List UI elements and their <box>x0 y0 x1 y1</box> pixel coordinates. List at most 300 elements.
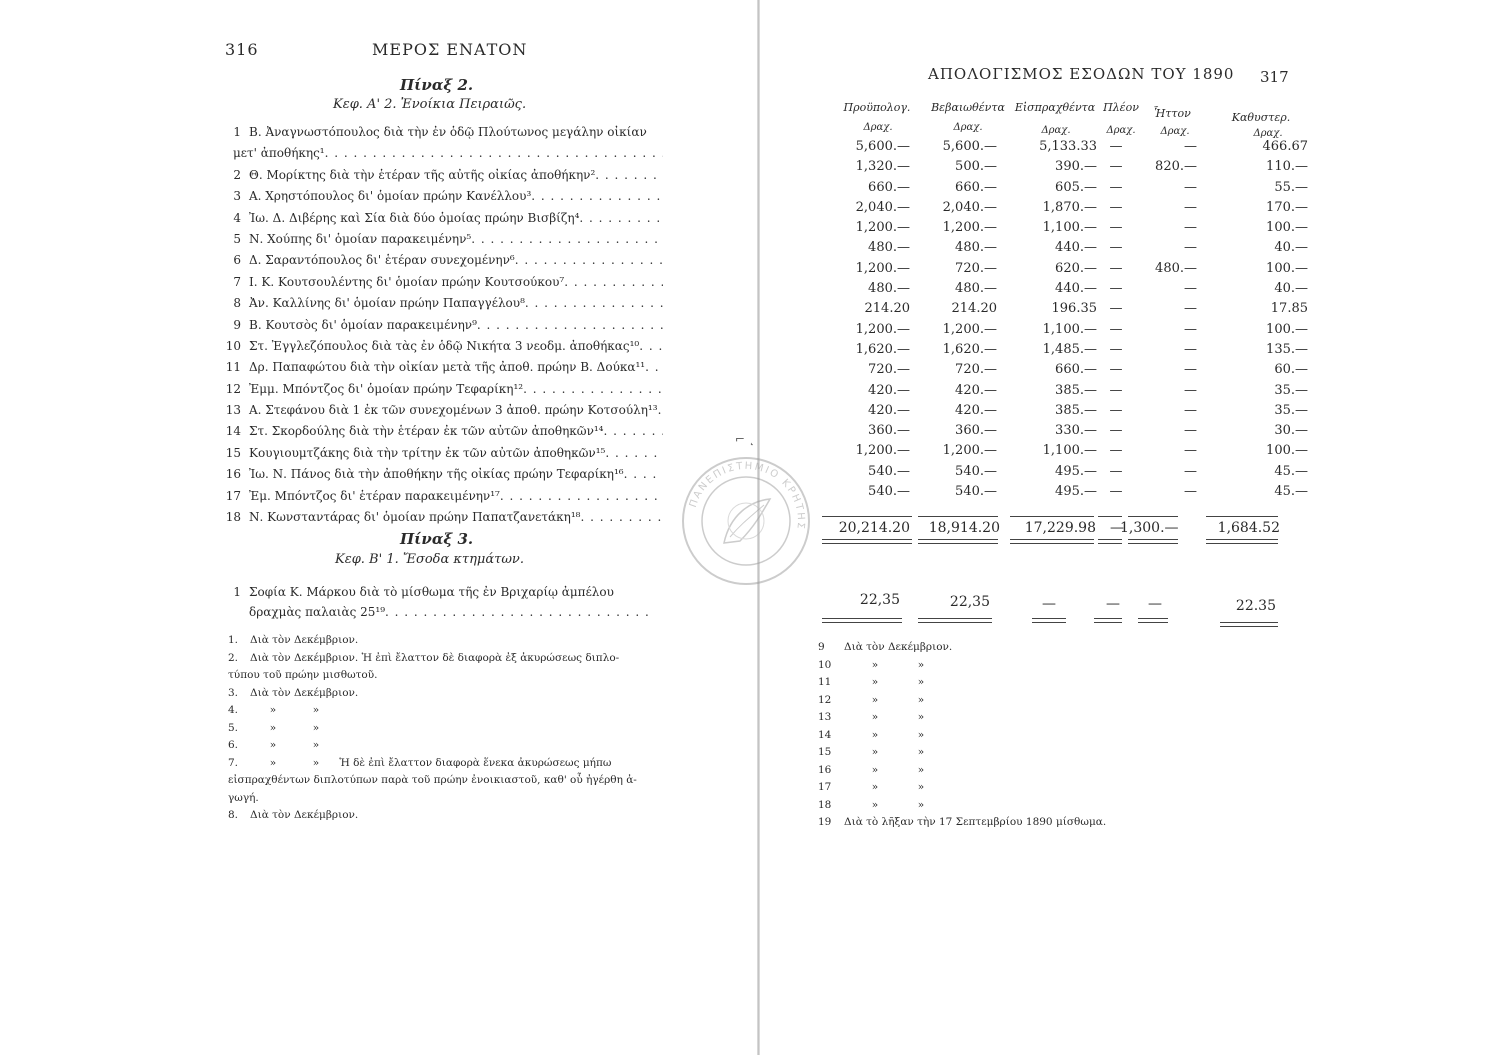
entry-text: Α. Χρηστόπουλος δι' ὁμοίαν πρώην Κανέλλου³ <box>249 189 532 204</box>
cell-less: 480.— <box>1155 260 1197 276</box>
entry-text: Ἐμ. Μπόντζος δι' ἑτέραν παρακειμένην¹⁷ <box>249 488 500 503</box>
cell-budget: 360.— <box>868 423 910 439</box>
cell-more: — <box>1109 139 1123 154</box>
total-arrears: 1,684.52 <box>1217 520 1280 536</box>
cell-more: — <box>1109 463 1123 479</box>
cell-collected: 1,100.— <box>1042 321 1097 337</box>
entry-text: Ἐμμ. Μπόντζος δι' ὁμοίαν πρώην Τεφαρίκη¹² <box>249 381 524 396</box>
cell-budget: 1,200.— <box>855 260 910 276</box>
total-budget: 20,214.20 <box>838 520 910 536</box>
leader-dots <box>523 379 663 400</box>
entry-number: 3 <box>233 189 241 204</box>
stamp-text: ΠΑΝΕΠΙΣΤΗΜΙΟ ΚΡΗΤΗΣ <box>687 460 807 532</box>
leader-dots <box>658 400 663 421</box>
list-item <box>225 379 663 400</box>
leader-dots <box>531 186 663 207</box>
table-2-chapter: Κεφ. Α' 2. Ἐνοίκια Πειραιῶς. <box>333 97 527 112</box>
cell-collected: 660.— <box>1055 362 1097 378</box>
cell-more: — <box>1109 240 1123 256</box>
cell-confirmed: 660.— <box>955 179 997 195</box>
leader-dots <box>604 421 664 442</box>
footnote <box>228 720 658 738</box>
cell-arrears: 45.— <box>1274 463 1308 479</box>
double-rule <box>1206 539 1278 544</box>
double-rule <box>822 539 912 544</box>
footnote <box>818 727 1106 745</box>
footnote-number: 7. <box>228 756 239 769</box>
unit-label: Δραχ. <box>1106 125 1136 136</box>
entry-number: 1 <box>233 125 241 139</box>
cell-less: — <box>1184 281 1197 297</box>
table3-budget: 22,35 <box>859 592 900 608</box>
cell-less: — <box>1184 139 1197 154</box>
double-rule <box>1032 618 1066 623</box>
entry-number: 12 <box>225 381 241 396</box>
entry-text: Ἰω. Δ. Διβέρης καὶ Σία διὰ δύο ὁμοίας πρώην Βισβίζη⁴ <box>249 210 580 225</box>
right-running-head: ΑΠΟΛΟΓΙΣΜΟΣ ΕΣΟΔΩΝ ΤΟΥ 1890 <box>928 65 1235 83</box>
total-less: 1,300.— <box>1120 520 1179 536</box>
cell-confirmed: 1,200.— <box>942 321 997 337</box>
cell-confirmed: 1,620.— <box>942 341 997 357</box>
unit-label: Δραχ. <box>1253 128 1283 139</box>
cell-collected: 440.— <box>1055 281 1097 297</box>
cell-collected: 495.— <box>1055 484 1097 500</box>
sum-rule <box>1010 516 1094 517</box>
cell-more: — <box>1109 362 1123 378</box>
entry-text: Β. Κουτσὸς δι' ὁμοίαν παρακειμένην⁹ <box>249 317 477 332</box>
leader-dots <box>500 486 663 507</box>
list-item <box>225 315 663 336</box>
footnote-number: 4. <box>228 704 239 716</box>
cell-collected: 390.— <box>1055 159 1097 175</box>
cell-confirmed: 2,040.— <box>942 199 997 215</box>
entry-number: 18 <box>225 510 241 525</box>
cell-budget: 480.— <box>868 281 910 297</box>
leader-dots <box>624 464 663 485</box>
unit-label: Δραχ. <box>1041 125 1071 136</box>
cell-collected: 385.— <box>1055 402 1097 418</box>
table3-collected: — <box>1042 596 1056 612</box>
entry-text: Δ. Σαραντόπουλος δι' ἑτέραν συνεχομένην⁶ <box>249 253 515 268</box>
left-running-head: ΜΕΡΟΣ ΕΝΑΤΟΝ <box>372 40 528 59</box>
list-item <box>225 507 663 528</box>
cell-budget: 1,320.— <box>855 159 910 175</box>
cell-arrears: 60.— <box>1274 362 1308 378</box>
entry-text-continuation: μετ' ἀποθήκης¹ <box>233 146 325 161</box>
cell-less: — <box>1184 321 1197 337</box>
cell-arrears: 35.— <box>1274 402 1308 418</box>
entry-number: 14 <box>225 424 241 439</box>
cell-less: — <box>1184 240 1197 256</box>
leader-dots <box>325 143 663 164</box>
ditto-mark: » <box>917 746 925 758</box>
footnote-text: γωγή. <box>228 791 259 804</box>
cell-more: — <box>1109 199 1123 215</box>
cell-more: — <box>1109 220 1123 236</box>
list-item <box>225 272 663 293</box>
entry-number: 9 <box>233 317 241 332</box>
entry-text: Σοφία Κ. Μάρκου διὰ τὸ μίσθωμα τῆς ἐν Βριχαρίῳ ἀμπέλου <box>249 585 614 599</box>
unit-label: Δραχ. <box>863 122 893 133</box>
double-rule <box>918 539 998 544</box>
cell-less: — <box>1184 220 1197 236</box>
list-item <box>225 357 663 378</box>
footnote <box>818 744 1106 762</box>
leader-dots <box>477 315 663 336</box>
cell-more: — <box>1109 321 1123 337</box>
footnote <box>228 685 658 703</box>
cell-confirmed: 360.— <box>955 423 997 439</box>
table3-less: — <box>1148 596 1162 612</box>
cell-less: — <box>1184 199 1197 215</box>
entry-text: Β. Ἀναγνωστόπουλος διὰ τὴν ἐν ὁδῷ Πλούτωνος μεγάλην οἰκίαν <box>249 125 647 139</box>
table-3-entry <box>225 582 655 622</box>
footnote <box>818 797 1106 815</box>
entry-text: Ν. Χούπης δι' ὁμοίαν παρακειμένην⁵ <box>249 231 472 246</box>
double-rule <box>822 618 902 623</box>
entry-number: 7 <box>233 274 241 289</box>
footnote <box>818 762 1106 780</box>
ditto-mark: » <box>312 721 320 734</box>
entry-text: Ἀν. Καλλίνης δι' ὁμοίαν πρώην Παπαγγέλου⁸ <box>249 296 525 311</box>
entry-text: Ἰω. Ν. Πάνος διὰ τὴν ἀποθήκην τῆς οἰκίας πρώην Τεφαρίκη¹⁶ <box>249 467 624 482</box>
footnote <box>228 650 658 668</box>
scan-artifact: ⌐ ˛ <box>735 432 755 446</box>
cell-arrears: 55.— <box>1274 179 1308 195</box>
cell-collected: 1,485.— <box>1042 341 1097 357</box>
ditto-mark: » <box>871 763 879 776</box>
cell-confirmed: 540.— <box>955 463 997 479</box>
cell-confirmed: 720.— <box>955 362 997 378</box>
sum-rule <box>822 516 912 517</box>
cell-budget: 1,200.— <box>855 321 910 337</box>
footnote <box>818 779 1106 797</box>
ditto-mark: » <box>917 658 925 671</box>
footnote <box>818 814 1106 832</box>
cell-less: — <box>1184 341 1197 357</box>
cell-confirmed: 540.— <box>955 484 997 500</box>
list-item <box>225 186 663 207</box>
ditto-mark: » <box>312 756 320 769</box>
cell-confirmed: 1,200.— <box>942 443 997 459</box>
footnote-text: Διὰ τὸ λῆξαν τὴν 17 Σεπτεμβρίου 1890 μίσθωμα. <box>844 816 1107 828</box>
footnote <box>818 692 1106 710</box>
ditto-mark: » <box>871 693 879 706</box>
cell-budget: 540.— <box>868 484 910 500</box>
list-item <box>225 486 663 507</box>
sum-rule <box>1206 516 1278 517</box>
cell-budget: 1,200.— <box>855 443 910 459</box>
footnote <box>818 657 1106 675</box>
cell-collected: 1,870.— <box>1042 199 1097 215</box>
cell-more: — <box>1109 382 1123 398</box>
table3-more: — <box>1106 596 1120 612</box>
leader-dots <box>579 208 663 229</box>
list-item <box>225 421 663 442</box>
cell-budget: 420.— <box>868 402 910 418</box>
footnote-continuation <box>228 667 658 685</box>
footnote-number: 13 <box>818 711 832 723</box>
list-item <box>225 464 663 485</box>
footnote-text: Διὰ τὸν Δεκέμβριον. Ἡ ἐπὶ ἔλαττον δὲ διαφορὰ ἐξ ἀκυρώσεως διπλο- <box>250 651 620 664</box>
cell-collected: 1,100.— <box>1042 220 1097 236</box>
ditto-mark: » <box>269 721 277 734</box>
cell-arrears: 100.— <box>1266 321 1308 337</box>
cell-collected: 495.— <box>1055 463 1097 479</box>
cell-more: — <box>1109 281 1123 297</box>
footnote <box>228 702 658 720</box>
ditto-mark: » <box>871 781 879 793</box>
list-item <box>225 400 663 421</box>
ditto-mark: » <box>312 704 320 716</box>
double-rule <box>918 618 992 623</box>
entry-text: Θ. Μορίκτης διὰ τὴν ἑτέραν τῆς αὐτῆς οἰκίας ἀποθήκην² <box>249 167 596 182</box>
entry-number: 16 <box>225 467 241 482</box>
footnote-number: 5. <box>228 721 239 734</box>
table3-arrears: 22.35 <box>1235 598 1276 614</box>
cell-arrears: 100.— <box>1266 220 1308 236</box>
ditto-mark: » <box>871 798 879 811</box>
footnote <box>818 709 1106 727</box>
cell-arrears: 170.— <box>1266 199 1308 215</box>
footnote-number: 16 <box>818 763 832 776</box>
footnote-number: 9 <box>818 641 825 653</box>
entry-number: 1 <box>233 585 241 599</box>
list-item <box>225 122 663 165</box>
leader-dots <box>525 293 663 314</box>
cell-more: — <box>1109 260 1123 276</box>
table-2-title: Πίναξ 2. <box>400 76 474 94</box>
entry-text: Ι. Κ. Κουτσουλέντης δι' ὁμοίαν πρώην Κουτσούκου⁷ <box>249 274 565 289</box>
cell-confirmed: 420.— <box>955 382 997 398</box>
footnote-number: 6. <box>228 739 239 751</box>
table-2-entries <box>225 122 663 528</box>
total-confirmed: 18,914.20 <box>928 520 1000 536</box>
entry-number: 8 <box>233 296 241 311</box>
column-header-more: Πλέον <box>1103 101 1139 114</box>
footnote-text: Διὰ τὸν Δεκέμβριον. <box>250 686 359 699</box>
cell-arrears: 35.— <box>1274 382 1308 398</box>
entry-number: 5 <box>233 231 241 246</box>
list-item <box>225 293 663 314</box>
cell-arrears: 110.— <box>1266 159 1308 175</box>
ditto-mark: » <box>871 676 879 688</box>
cell-budget: 214.20 <box>864 301 910 317</box>
cell-budget: 720.— <box>868 362 910 378</box>
leader-dots <box>645 357 663 378</box>
footnote-number: 19 <box>818 816 832 828</box>
right-footnotes <box>818 639 1106 832</box>
cell-budget: 2,040.— <box>855 199 910 215</box>
unit-label: Δραχ. <box>1160 126 1190 137</box>
ditto-mark: » <box>871 711 879 723</box>
cell-more: — <box>1109 423 1123 439</box>
column-header-confirmed: Βεβαιωθέντα <box>931 101 1005 114</box>
footnote <box>818 639 1106 657</box>
footnote-continuation <box>228 772 658 790</box>
cell-collected: 605.— <box>1055 179 1097 195</box>
cell-less: — <box>1184 484 1197 500</box>
ditto-mark: » <box>269 704 277 716</box>
ditto-mark: » <box>269 739 277 751</box>
cell-collected: 330.— <box>1055 423 1097 439</box>
cell-budget: 480.— <box>868 240 910 256</box>
entry-number: 6 <box>233 253 241 268</box>
cell-arrears: 45.— <box>1274 484 1308 500</box>
footnote-text: τύπου τοῦ πρώην μισθωτοῦ. <box>228 669 378 681</box>
list-item <box>225 336 663 357</box>
list-item <box>225 250 663 271</box>
cell-collected: 1,100.— <box>1042 443 1097 459</box>
footnote-number: 8. <box>228 809 239 821</box>
footnote-continuation <box>228 790 658 808</box>
cell-arrears: 100.— <box>1266 443 1308 459</box>
leader-dots <box>605 443 663 464</box>
cell-arrears: 466.67 <box>1262 139 1308 154</box>
ditto-mark: » <box>871 746 879 758</box>
entry-text: Κουγιουμτζάκης διὰ τὴν τρίτην ἐκ τῶν αὐτῶν ἀποθηκῶν¹⁵ <box>249 445 606 460</box>
ditto-mark: » <box>917 728 925 741</box>
footnote-number: 2. <box>228 651 239 664</box>
cell-arrears: 40.— <box>1274 281 1308 297</box>
cell-more: — <box>1109 179 1123 195</box>
double-rule <box>1128 539 1178 544</box>
leader-dots <box>580 507 663 528</box>
cell-collected: 196.35 <box>1051 301 1097 317</box>
entry-text: Στ. Ἐγγλεζόπουλος διὰ τὰς ἐν ὁδῷ Νικήτα 3 νεοδμ. ἀποθήκας¹⁰ <box>249 338 640 353</box>
entry-number: 10 <box>225 338 241 353</box>
cell-less: — <box>1184 402 1197 418</box>
list-item <box>225 208 663 229</box>
cell-less: — <box>1184 179 1197 195</box>
leader-dots <box>639 336 663 357</box>
cell-budget: 420.— <box>868 382 910 398</box>
left-footnotes <box>228 632 658 825</box>
cell-arrears: 40.— <box>1274 240 1308 256</box>
leader-dots <box>564 272 663 293</box>
entry-number: 2 <box>233 167 241 182</box>
entry-text-continuation: δραχμὰς παλαιὰς 25¹⁹ <box>249 605 386 619</box>
double-rule <box>1010 539 1094 544</box>
column-header-less: Ἧττον <box>1153 107 1191 120</box>
cell-arrears: 100.— <box>1266 260 1308 276</box>
ditto-mark: » <box>269 756 277 769</box>
footnote <box>228 807 658 825</box>
column-header-budget: Προϋπολογ. <box>843 101 911 114</box>
entry-number: 4 <box>233 210 241 225</box>
left-page-number: 316 <box>225 40 259 59</box>
leader-dots <box>515 250 663 271</box>
double-rule <box>1138 618 1168 623</box>
entry-number: 15 <box>225 445 241 460</box>
footnote <box>818 674 1106 692</box>
entry-number: 17 <box>225 488 241 503</box>
cell-more: — <box>1109 301 1123 317</box>
cell-arrears: 17.85 <box>1270 301 1308 317</box>
footnote-number: 1. <box>228 634 239 646</box>
cell-budget: 1,620.— <box>855 341 910 357</box>
cell-confirmed: 214.20 <box>951 301 997 317</box>
footnote-number: 14 <box>818 728 832 741</box>
total-more: — <box>1110 520 1124 536</box>
column-header-arrears: Καθυστερ. <box>1231 111 1291 124</box>
footnote-text: Διὰ τὸν Δεκέμβριον. <box>250 809 359 821</box>
list-item <box>225 229 663 250</box>
cell-budget: 5,600.— <box>855 139 910 154</box>
entry-text: Α. Στεφάνου διὰ 1 ἐκ τῶν συνεχομένων 3 ἀποθ. πρώην Κοτσούλη¹³ <box>249 403 658 418</box>
cell-less: — <box>1184 443 1197 459</box>
cell-confirmed: 500.— <box>955 159 997 175</box>
entry-text: Δρ. Παπαφώτου διὰ τὴν οἰκίαν μετὰ τῆς ἀποθ. πρώην Β. Δούκα¹¹ <box>249 360 646 375</box>
cell-less: — <box>1184 382 1197 398</box>
ditto-mark: » <box>871 658 879 671</box>
cell-confirmed: 720.— <box>955 260 997 276</box>
footnote-text: εἰσπραχθέντων διπλοτύπων παρὰ τοῦ πρώην ἐνοικιαστοῦ, καθ' οὗ ἠγέρθη ἀ- <box>228 774 637 786</box>
double-rule <box>1220 622 1278 627</box>
cell-collected: 620.— <box>1055 260 1097 276</box>
sum-rule <box>1128 516 1178 517</box>
cell-more: — <box>1109 159 1123 175</box>
cell-budget: 540.— <box>868 463 910 479</box>
cell-confirmed: 480.— <box>955 240 997 256</box>
leader-dots <box>595 165 663 186</box>
cell-less: — <box>1184 423 1197 439</box>
footnote-text: Διὰ τὸν Δεκέμβριον. <box>250 634 359 646</box>
list-item <box>225 165 663 186</box>
cell-confirmed: 1,200.— <box>942 220 997 236</box>
ditto-mark: » <box>917 763 925 776</box>
cell-arrears: 30.— <box>1274 423 1308 439</box>
footnote-text: Ἡ δὲ ἐπὶ ἔλαττον διαφορὰ ἕνεκα ἀκυρώσεως μήπω <box>339 756 612 769</box>
list-item <box>225 443 663 464</box>
cell-less: — <box>1184 463 1197 479</box>
table-3-chapter: Κεφ. Β' 1. Ἔσοδα κτημάτων. <box>335 552 524 567</box>
entry-number: 11 <box>225 360 241 375</box>
cell-more: — <box>1109 402 1123 418</box>
cell-more: — <box>1109 341 1123 357</box>
cell-less: — <box>1184 362 1197 378</box>
cell-more: — <box>1109 484 1123 500</box>
ditto-mark: » <box>917 693 925 706</box>
cell-collected: 385.— <box>1055 382 1097 398</box>
ditto-mark: » <box>917 676 925 688</box>
footnote-number: 17 <box>818 781 832 793</box>
cell-arrears: 135.— <box>1266 341 1308 357</box>
total-collected: 17,229.98 <box>1024 520 1096 536</box>
footnote-number: 11 <box>818 676 832 688</box>
table3-confirmed: 22,35 <box>949 594 990 610</box>
ditto-mark: » <box>871 728 879 741</box>
cell-budget: 1,200.— <box>855 220 910 236</box>
cell-budget: 660.— <box>868 179 910 195</box>
cell-confirmed: 420.— <box>955 402 997 418</box>
footnote <box>228 737 658 755</box>
leader-dots <box>385 602 655 622</box>
table-3-title: Πίναξ 3. <box>400 530 474 548</box>
footnote-number: 10 <box>818 658 832 671</box>
cell-collected: 440.— <box>1055 240 1097 256</box>
footnote-number: 3. <box>228 686 239 699</box>
right-page-number: 317 <box>1260 68 1289 86</box>
double-rule <box>1098 539 1122 544</box>
footnote <box>228 755 658 773</box>
right-page <box>760 0 1500 1055</box>
footnote-number: 12 <box>818 693 832 706</box>
sum-rule <box>1098 516 1122 517</box>
entry-text: Ν. Κωνσταντάρας δι' ὁμοίαν πρώην Παπατζανετάκη¹⁸ <box>249 510 581 525</box>
footnote <box>228 632 658 650</box>
entry-text: Στ. Σκορδούλης διὰ τὴν ἑτέραν ἐκ τῶν αὐτῶν ἀποθηκῶν¹⁴ <box>249 424 604 439</box>
